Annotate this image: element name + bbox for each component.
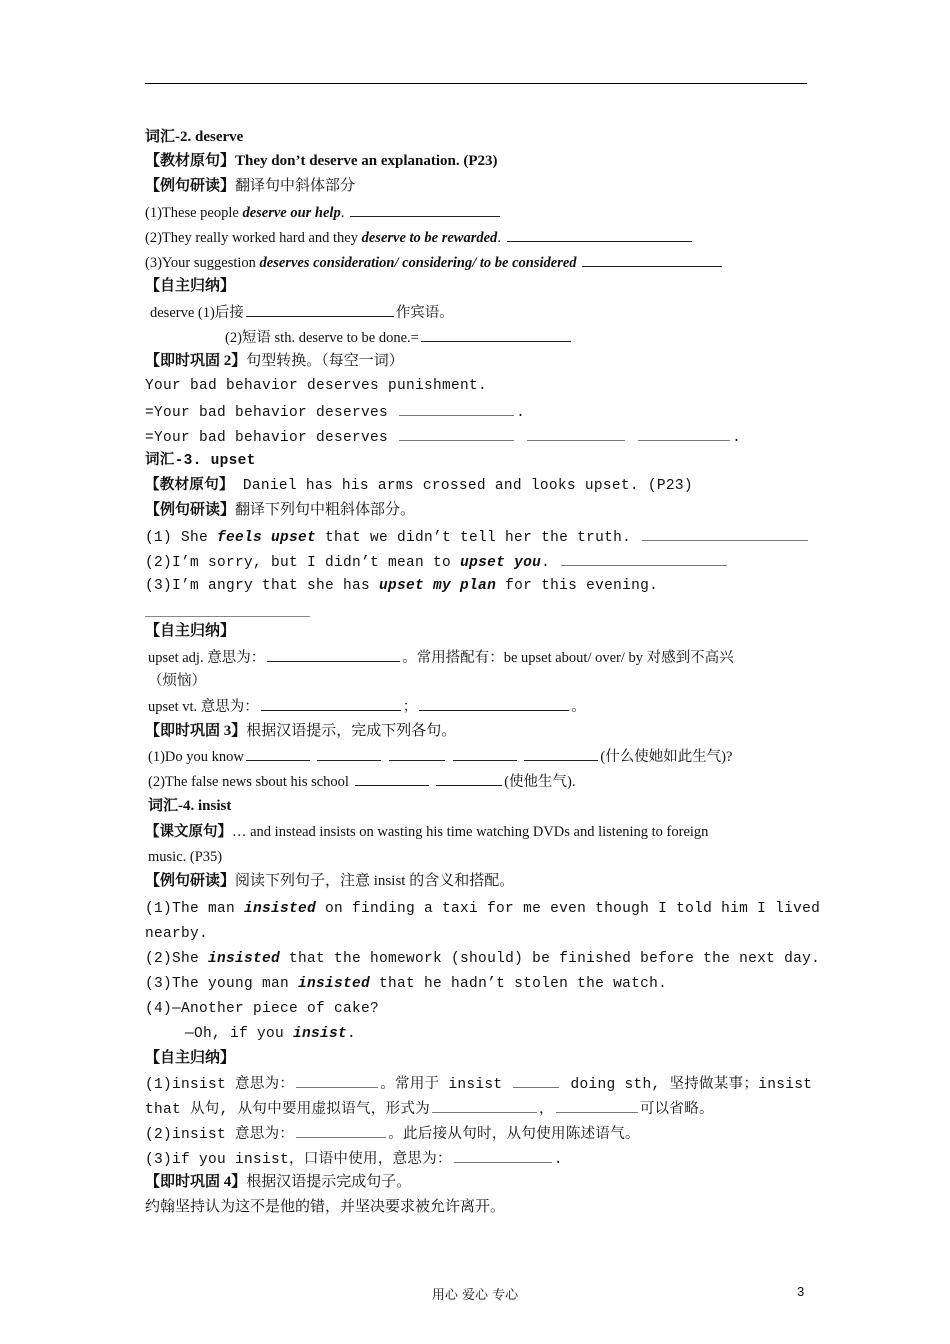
practice-sentence: (2)The false news sbout his school (使他生气). — [148, 771, 576, 792]
summary-item: (2)insist 意思为： 。此后接从句时，从句使用陈述语气。 — [145, 1123, 640, 1145]
practice-instruction: 【即时巩固 3】根据汉语提示，完成下列各句。 — [145, 723, 457, 739]
section-heading-deserve: 词汇-2. deserve — [145, 129, 244, 145]
practice-sentence: =Your bad behavior deserves . — [145, 426, 741, 448]
summary-item: upset vt. 意思为： ； 。 — [148, 696, 586, 717]
example-sentence: (2)I’m sorry, but I didn’t mean to upset you. — [145, 551, 729, 573]
section-heading-upset: 词汇-3. upset — [145, 453, 256, 469]
section-heading-insist: 词汇-4. insist — [148, 798, 232, 814]
summary-item: （烦恼） — [148, 673, 206, 689]
example-study-instruction: 【例句研读】翻译下列句中粗斜体部分。 — [145, 502, 416, 518]
textbook-sentence: 【教材原句】They don’t deserve an explanation. (P23) — [145, 153, 498, 169]
summary-item: upset adj. 意思为： 。常用搭配有：be upset about/ over/ by 对感到不高兴 — [148, 647, 734, 668]
example-study-instruction: 【例句研读】翻译句中斜体部分 — [145, 178, 356, 194]
textbook-sentence: 【教材原句】 Daniel has his arms crossed and looks upset. (P23) — [145, 478, 693, 494]
page-number: 3 — [797, 1284, 805, 1299]
example-study-instruction: 【例句研读】阅读下列句子，注意 insist 的含义和搭配。 — [145, 873, 515, 889]
summary-label: 【自主归纳】 — [145, 623, 236, 639]
summary-item: (2)短语 sth. deserve to be done.= — [225, 327, 573, 348]
answer-blank-line — [145, 616, 310, 617]
example-sentence: —Oh, if you insist. — [185, 1026, 357, 1042]
practice-sentence: 约翰坚持认为这不是他的错，并坚决要求被允许离开。 — [145, 1199, 506, 1215]
summary-item: (1)insist 意思为： 。常用于 insist doing sth, 坚持做某事；insist — [145, 1073, 812, 1095]
example-sentence: nearby. — [145, 926, 209, 942]
example-sentence: (2)They really worked hard and they deserve to be rewarded. — [145, 227, 694, 248]
example-sentence: (3)Your suggestion deserves consideration/ considering/ to be considered — [145, 252, 724, 273]
practice-instruction: 【即时巩固 2】句型转换。（每空一词） — [145, 353, 404, 369]
summary-item: (3)if you insist，口语中使用，意思为： . — [145, 1148, 563, 1170]
practice-sentence: Your bad behavior deserves punishment. — [145, 378, 488, 394]
practice-sentence: (1)Do you know (什么使她如此生气)? — [148, 746, 732, 767]
practice-instruction: 【即时巩固 4】根据汉语提示完成句子。 — [145, 1174, 412, 1190]
textbook-sentence: 【课文原句】… and instead insists on wasting his time watching DVDs and listening to foreign — [145, 824, 709, 840]
example-sentence: (4)—Another piece of cake? — [145, 1001, 380, 1017]
textbook-sentence: music. (P35) — [148, 849, 223, 865]
example-sentence: (1) She feels upset that we didn’t tell her the truth. — [145, 526, 810, 548]
example-sentence: (2)She insisted that the homework (should) be finished before the next day. — [145, 951, 821, 967]
practice-sentence: =Your bad behavior deserves . — [145, 401, 525, 423]
example-sentence: (1)The man insisted on finding a taxi for me even though I told him I lived — [145, 901, 821, 917]
example-sentence: (3)I’m angry that she has upset my plan for this evening. — [145, 578, 659, 594]
summary-label: 【自主归纳】 — [145, 1050, 236, 1066]
example-sentence: (3)The young man insisted that he hadn’t stolen the watch. — [145, 976, 668, 992]
example-sentence: (1)These people deserve our help. — [145, 202, 502, 223]
page-footer: 用心 爱心 专心 — [431, 1288, 519, 1303]
summary-item: that 从句, 从句中要用虚拟语气，形式为 ， 可以省略。 — [145, 1098, 714, 1120]
summary-item: deserve (1)后接 作宾语。 — [150, 302, 454, 323]
header-rule — [145, 83, 807, 84]
summary-label: 【自主归纳】 — [145, 278, 236, 294]
